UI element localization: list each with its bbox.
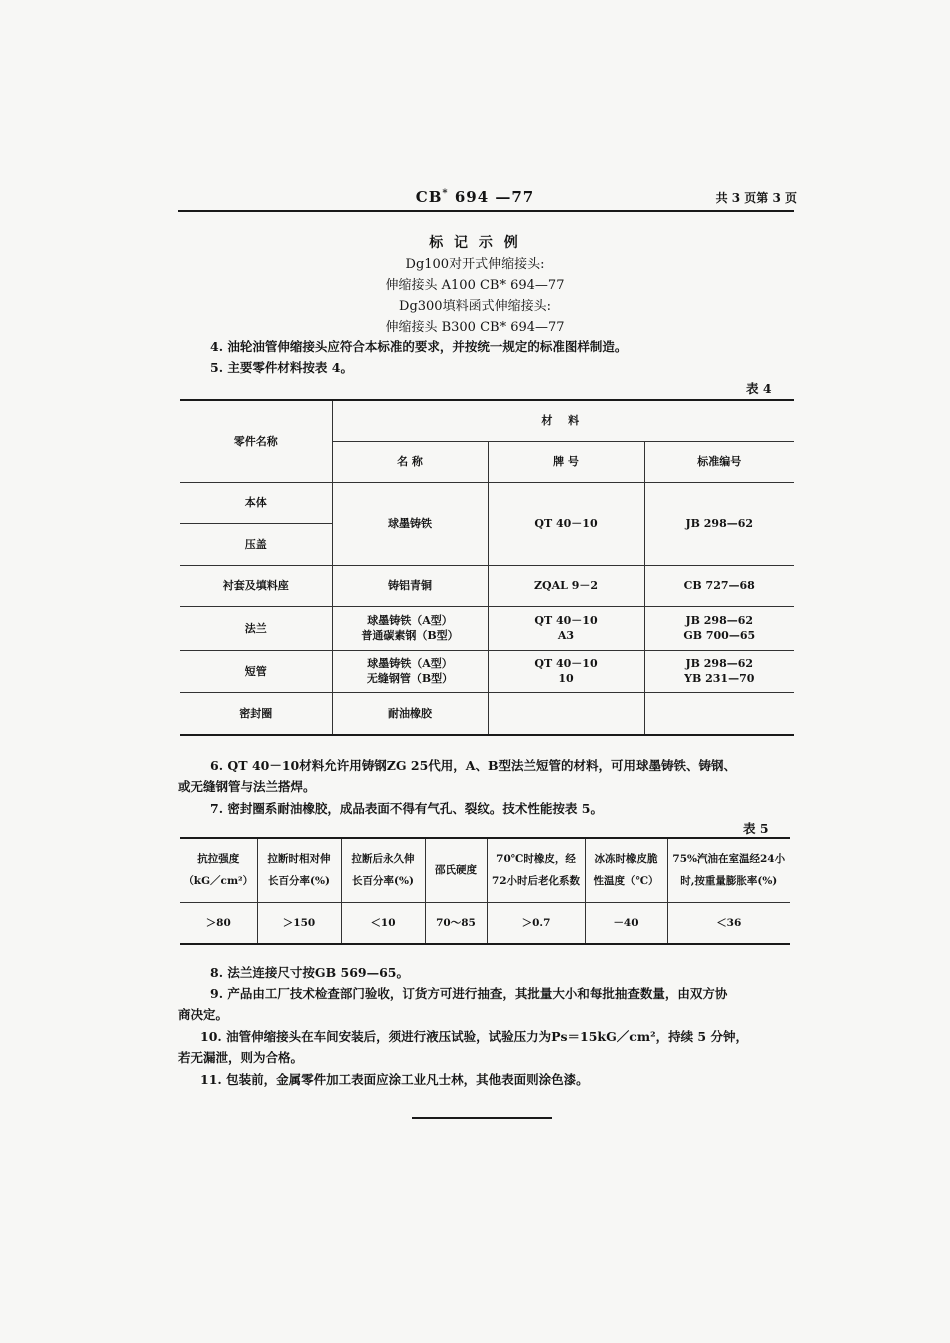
paragraph-9-line1: 9. 产品由工厂技术检查部门验收，订货方可进行抽查，其批量大小和每批抽查数量，由双方协 — [210, 986, 728, 1001]
paragraph-9-line2: 商决定。 — [178, 1007, 229, 1022]
cell-name-pipe: 球墨铸铁（A型） 无缝钢管（B型） — [332, 650, 488, 692]
value-swelling: ＜36 — [667, 902, 790, 944]
header-swelling: 75%汽油在室温经24小 时,按重量膨胀率(%) — [667, 838, 790, 902]
value-brittle-temp: －40 — [585, 902, 667, 944]
header-rule — [178, 210, 794, 212]
marking-line-3: Dg300填料函式伸缩接头: — [399, 299, 551, 314]
header-standard: 标准编号 — [644, 441, 794, 482]
marking-line-4: 伸缩接头 B300 CB* 694—77 — [385, 320, 565, 335]
header-tensile: 抗拉强度 （kG／cm²） — [180, 838, 257, 902]
value-aging: ＞0.7 — [487, 902, 585, 944]
value-hardness: 70～85 — [425, 902, 487, 944]
page-info: 共 3 页第 3 页 — [715, 191, 797, 205]
paragraph-10-line2: 若无漏泄，则为合格。 — [178, 1050, 304, 1065]
cell-part-flange: 法兰 — [180, 606, 332, 650]
cell-grade-empty — [488, 692, 644, 735]
cell-standard-jb: JB 298—62 — [644, 482, 794, 565]
header-material: 材 料 — [332, 400, 794, 441]
cell-name-flange: 球墨铸铁（A型） 普通碳素钢（B型） — [332, 606, 488, 650]
header-brittle-temp: 冰冻时橡皮脆 性温度（℃） — [585, 838, 667, 902]
table5-label: 表 5 — [743, 821, 769, 836]
cell-name-bronze: 铸铝青铜 — [332, 565, 488, 606]
cell-grade-zqal: ZQAL 9－2 — [488, 565, 644, 606]
table4-label: 表 4 — [746, 381, 772, 396]
paragraph-10-line1: 10. 油管伸缩接头在车间安装后，须进行液压试验，试验压力为Ps＝15kG／cm²，持续 5 分钟， — [200, 1029, 748, 1044]
standard-code: CB* 694 —77 — [415, 188, 535, 206]
paragraph-7: 7. 密封圈系耐油橡胶，成品表面不得有气孔、裂纹。技术性能按表 5。 — [210, 801, 603, 816]
cell-grade-flange: QT 40－10 A3 — [488, 606, 644, 650]
cell-standard-pipe: JB 298—62 YB 231—70 — [644, 650, 794, 692]
paragraph-8: 8. 法兰连接尺寸按GB 569—65。 — [210, 965, 409, 980]
cell-grade-qt: QT 40－10 — [488, 482, 644, 565]
cell-grade-pipe: QT 40－10 10 — [488, 650, 644, 692]
paragraph-6-line1: 6. QT 40－10材料允许用铸钢ZG 25代用，A、B型法兰短管的材料，可用球墨铸铁、铸钢、 — [210, 758, 737, 773]
cell-part-bushing: 衬套及填料座 — [180, 565, 332, 606]
header-name: 名 称 — [332, 441, 488, 482]
marking-title: 标 记 示 例 — [429, 235, 521, 251]
cell-standard-empty — [644, 692, 794, 735]
header-part-name: 零件名称 — [180, 400, 332, 482]
performance-table — [180, 837, 790, 945]
cell-part-pipe: 短管 — [180, 650, 332, 692]
header-elongation-break: 拉断时相对伸 长百分率(%) — [257, 838, 341, 902]
cell-standard-flange: JB 298—62 GB 700—65 — [644, 606, 794, 650]
header-hardness: 邵氏硬度 — [425, 838, 487, 902]
header-permanent-set: 拉断后永久伸 长百分率(%) — [341, 838, 425, 902]
cell-part-body: 本体 — [180, 482, 332, 523]
header-aging: 70℃时橡皮，经 72小时后老化系数 — [487, 838, 585, 902]
cell-standard-cb: CB 727—68 — [644, 565, 794, 606]
value-permanent-set: ＜10 — [341, 902, 425, 944]
cell-part-gland: 压盖 — [180, 523, 332, 565]
paragraph-11: 11. 包装前，金属零件加工表面应涂工业凡士林，其他表面则涂色漆。 — [200, 1072, 589, 1087]
cell-part-seal: 密封圈 — [180, 692, 332, 735]
end-rule — [412, 1117, 552, 1119]
paragraph-6-line2: 或无缝钢管与法兰搭焊。 — [178, 779, 316, 794]
marking-line-2: 伸缩接头 A100 CB* 694—77 — [385, 278, 565, 293]
cell-name-ductile-iron: 球墨铸铁 — [332, 482, 488, 565]
marking-line-1: Dg100对开式伸缩接头: — [405, 257, 545, 272]
header-grade: 牌 号 — [488, 441, 644, 482]
materials-table — [180, 399, 794, 736]
value-tensile: ＞80 — [180, 902, 257, 944]
value-elongation-break: ＞150 — [257, 902, 341, 944]
paragraph-5: 5. 主要零件材料按表 4。 — [210, 360, 353, 375]
paragraph-4: 4. 油轮油管伸缩接头应符合本标准的要求，并按统一规定的标准图样制造。 — [210, 339, 628, 354]
cell-name-rubber: 耐油橡胶 — [332, 692, 488, 735]
